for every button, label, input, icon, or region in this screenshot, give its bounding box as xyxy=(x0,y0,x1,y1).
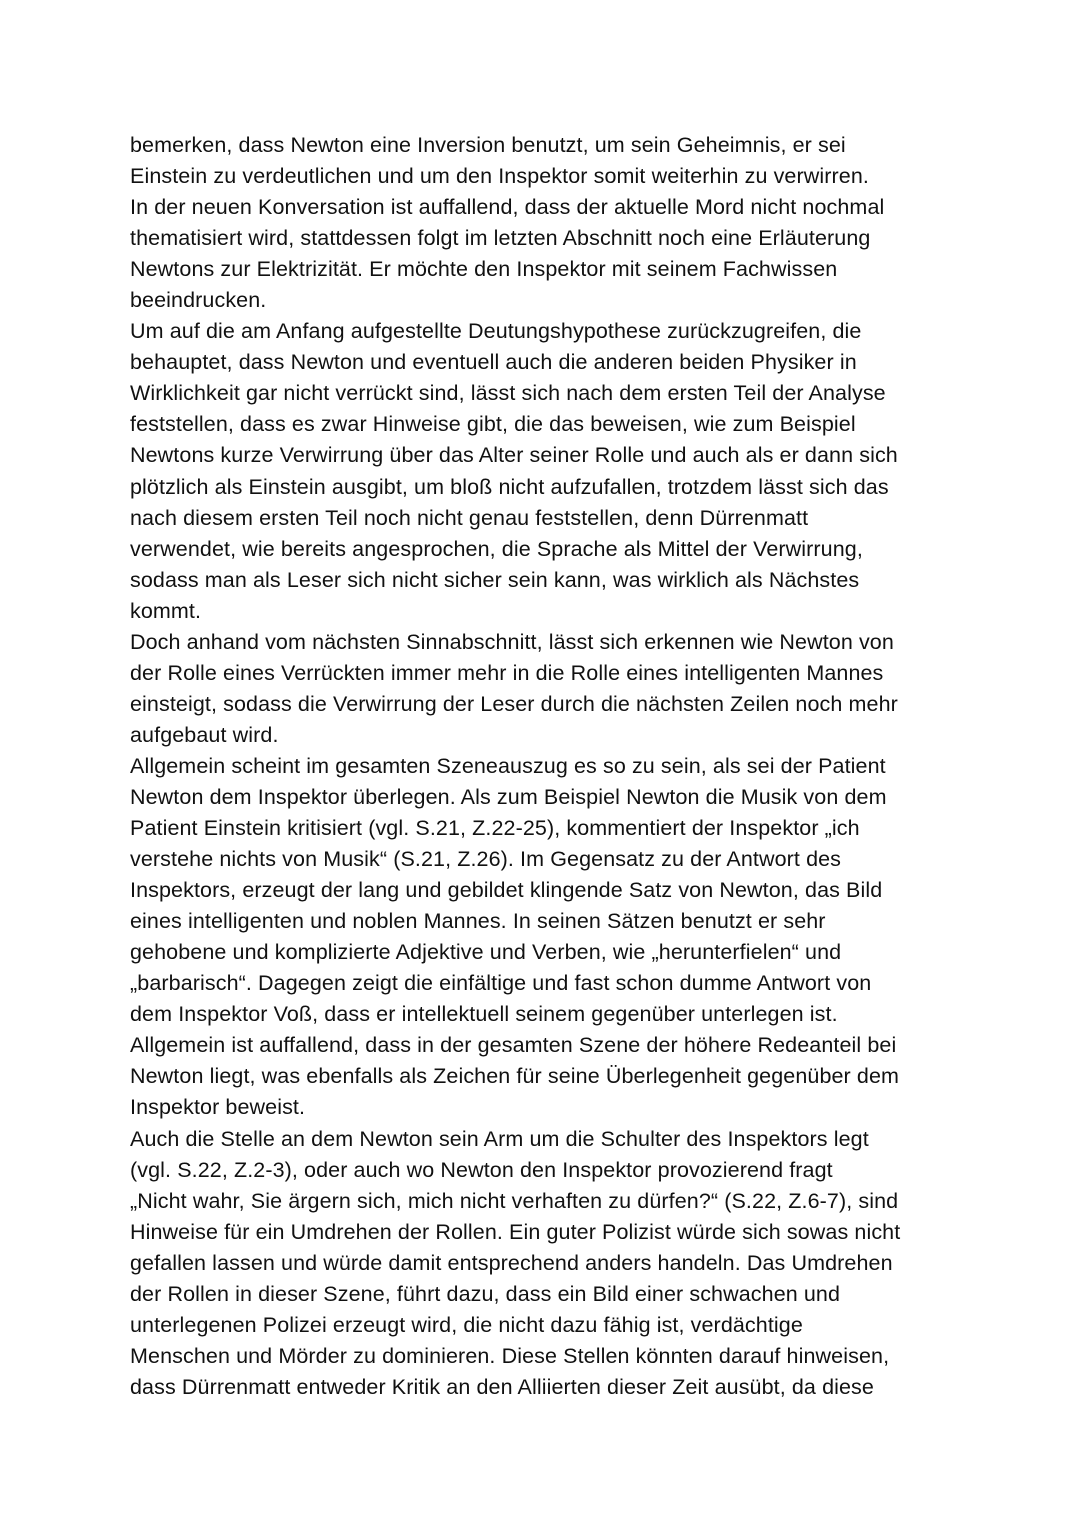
text-line: Hinweise für ein Umdrehen der Rollen. Ein guter Polizist würde sich sowas nicht xyxy=(130,1219,901,1244)
text-line: Newtons kurze Verwirrung über das Alter seiner Rolle und auch als er dann sich xyxy=(130,443,898,468)
text-line: kommt. xyxy=(130,598,202,623)
text-line: bemerken, dass Newton eine Inversion benutzt, um sein Geheimnis, er sei xyxy=(130,133,846,157)
text-line: Inspektor beweist. xyxy=(130,1095,306,1120)
text-line: dem Inspektor Voß, dass er intellektuell seinem gegenüber unterlegen ist. xyxy=(130,1002,838,1027)
text-line: sodass man als Leser sich nicht sicher sein kann, was wirklich als Nächstes xyxy=(130,567,860,592)
text-line: feststellen, dass es zwar Hinweise gibt, die das beweisen, wie zum Beispiel xyxy=(130,412,856,437)
text-line: verwendet, wie bereits angesprochen, die Sprache als Mittel der Verwirrung, xyxy=(130,536,863,561)
text-line: unterlegenen Polizei erzeugt wird, die nicht dazu fähig ist, verdächtige xyxy=(130,1312,803,1337)
text-line: Auch die Stelle an dem Newton sein Arm um die Schulter des Inspektors legt xyxy=(130,1126,869,1151)
text-line: In der neuen Konversation ist auffallend, dass der aktuelle Mord nicht nochmal xyxy=(130,195,885,220)
text-line: „Nicht wahr, Sie ärgern sich, mich nicht verhaften zu dürfen?“ (S.22, Z.6-7), sind xyxy=(130,1188,899,1213)
text-line: plötzlich als Einstein ausgibt, um bloß nicht aufzufallen, trotzdem lässt sich das xyxy=(130,474,889,499)
text-line: einsteigt, sodass die Verwirrung der Leser durch die nächsten Zeilen noch mehr xyxy=(130,691,898,716)
text-line: aufgebaut wird. xyxy=(130,722,279,747)
text-line: Allgemein ist auffallend, dass in der gesamten Szene der höhere Redeanteil bei xyxy=(130,1033,897,1058)
text-line: verstehe nichts von Musik“ (S.21, Z.26). Im Gegensatz zu der Antwort des xyxy=(130,847,842,872)
text-line: der Rollen in dieser Szene, führt dazu, dass ein Bild einer schwachen und xyxy=(130,1281,841,1306)
text-line: thematisiert wird, stattdessen folgt im letzten Abschnitt noch eine Erläuterung xyxy=(130,226,871,251)
text-line: „barbarisch“. Dagegen zeigt die einfältige und fast schon dumme Antwort von xyxy=(130,971,872,996)
text-line: Newton dem Inspektor überlegen. Als zum Beispiel Newton die Musik von dem xyxy=(130,784,887,809)
text-line: eines intelligenten und noblen Mannes. In seinen Sätzen benutzt er sehr xyxy=(130,909,826,934)
text-line: Wirklichkeit gar nicht verrückt sind, lässt sich nach dem ersten Teil der Analyse xyxy=(130,381,886,406)
text-line: Newton liegt, was ebenfalls als Zeichen für seine Überlegenheit gegenüber dem xyxy=(130,1064,900,1089)
text-line: gefallen lassen und würde damit entsprechend anders handeln. Das Umdrehen xyxy=(130,1250,893,1275)
text-line: Inspektors, erzeugt der lang und gebildet klingende Satz von Newton, das Bild xyxy=(130,878,883,903)
text-line: dass Dürrenmatt entweder Kritik an den Alliierten dieser Zeit ausübt, da diese xyxy=(130,1374,874,1399)
text-line: Einstein zu verdeutlichen und um den Inspektor somit weiterhin zu verwirren. xyxy=(130,164,869,189)
text-line: behauptet, dass Newton und eventuell auch die anderen beiden Physiker in xyxy=(130,350,857,375)
text-line: Newtons zur Elektrizität. Er möchte den Inspektor mit seinem Fachwissen xyxy=(130,257,838,282)
text-line: Menschen und Mörder zu dominieren. Diese Stellen könnten darauf hinweisen, xyxy=(130,1343,890,1368)
body-text xyxy=(130,130,960,1403)
text-line: nach diesem ersten Teil noch nicht genau feststellen, denn Dürrenmatt xyxy=(130,505,809,530)
text-line: der Rolle eines Verrückten immer mehr in die Rolle eines intelligenten Mannes xyxy=(130,660,884,685)
text-line: beeindrucken. xyxy=(130,288,267,313)
text-line: Doch anhand vom nächsten Sinnabschnitt, lässt sich erkennen wie Newton von xyxy=(130,629,894,654)
text-line: Um auf die am Anfang aufgestellte Deutungshypothese zurückzugreifen, die xyxy=(130,319,862,344)
text-line: (vgl. S.22, Z.2-3), oder auch wo Newton den Inspektor provozierend fragt xyxy=(130,1157,833,1182)
text-line: Allgemein scheint im gesamten Szeneauszug es so zu sein, als sei der Patient xyxy=(130,753,886,778)
text-line: gehobene und komplizierte Adjektive und Verben, wie „herunterfielen“ und xyxy=(130,940,842,965)
text-line: Patient Einstein kritisiert (vgl. S.21, Z.22-25), kommentiert der Inspektor „ich xyxy=(130,816,860,841)
